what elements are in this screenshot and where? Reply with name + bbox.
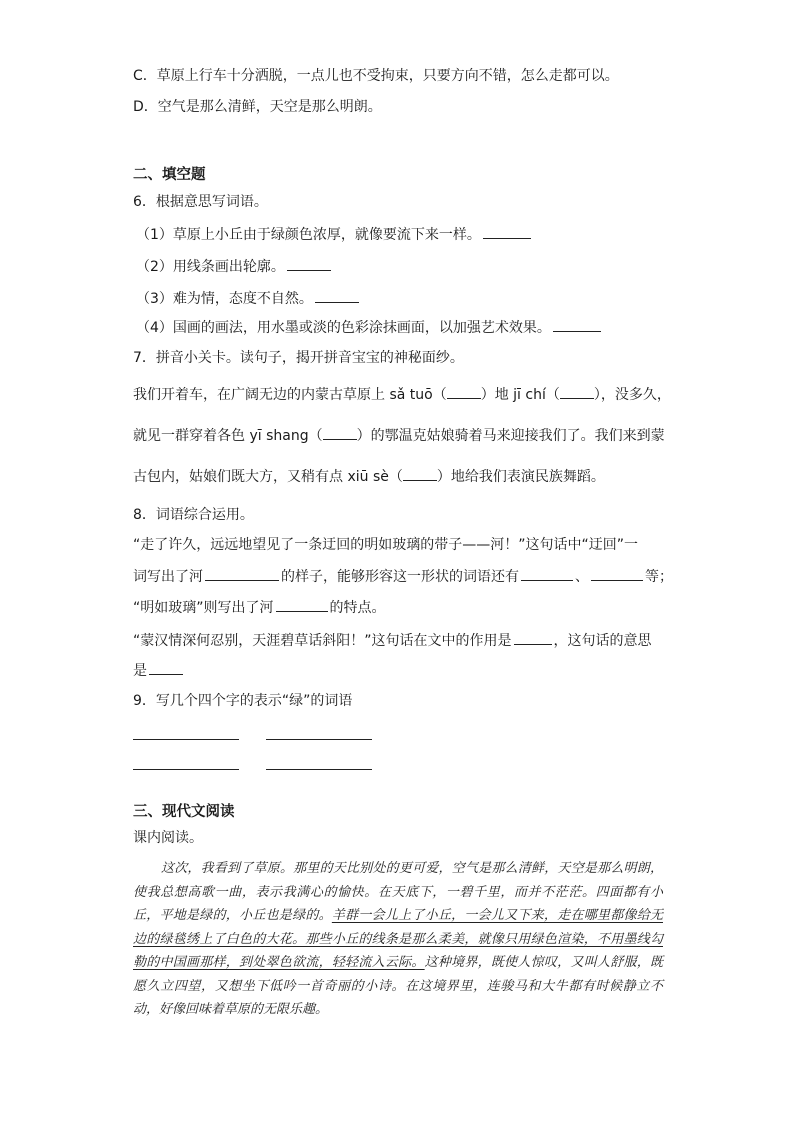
q6-item-1 <box>136 224 533 245</box>
q9-answer-line-1[interactable] <box>133 738 239 740</box>
passage-text: 这种境界，既使人惊叹，又叫人舒服，既愿久立四望，又想坐下低吟一首奇丽的小诗。在这境界里，连骏马和大牛都有时候静立不动，好像回味着草原的无限乐趣。 <box>133 955 663 1017</box>
paren-open: （ <box>308 428 323 444</box>
paren-close: ） <box>356 428 371 444</box>
paren-close: ） <box>593 387 601 403</box>
reading-passage <box>133 857 663 1022</box>
q8-blank-word-2[interactable] <box>591 566 643 581</box>
section-3-heading: 三、现代文阅读 <box>133 804 235 820</box>
q7-line-3 <box>133 467 605 487</box>
q6-title: 6．根据意思写词语。 <box>133 194 268 210</box>
q7-text: ，没多久， <box>600 387 671 403</box>
q8-text: 词写出了河 <box>133 569 203 585</box>
paren-open: （ <box>432 387 447 403</box>
q6-item-3-text: （3）难为情，态度不自然。 <box>136 291 313 307</box>
paren-close: ） <box>480 387 495 403</box>
q6-item-4-blank[interactable] <box>553 317 601 332</box>
q8-text: ，这句话的意思 <box>553 633 652 649</box>
q6-item-4-text: （4）国画的画法，用水墨或淡的色彩涂抹画面，以加强艺术效果。 <box>136 320 551 336</box>
q7-title: 7．拼音小关卡。读句子，揭开拼音宝宝的神秘面纱。 <box>133 350 464 366</box>
q8-text: 是 <box>133 663 147 679</box>
pinyin-blank-xiuse[interactable] <box>389 469 451 485</box>
q8-blank-function[interactable] <box>514 630 552 645</box>
q7-text: 我们开着车，在广阔无边的内蒙古草原上 sǎ tuō <box>133 387 433 403</box>
answer-blank[interactable] <box>447 385 481 399</box>
section-2-heading: 二、填空题 <box>133 167 206 183</box>
q6-item-3 <box>136 288 361 309</box>
q7-line-2 <box>133 426 665 446</box>
answer-blank[interactable] <box>560 385 594 399</box>
option-d: D．空气是那么清鲜，天空是那么明朗。 <box>133 99 382 115</box>
q8-text: “明如玻璃”则写出了河 <box>133 600 274 616</box>
pinyin-blank-yishang[interactable] <box>309 428 371 444</box>
paren-open: （ <box>388 469 403 485</box>
q8-text: 等； <box>645 569 673 585</box>
pinyin-blank-jichi[interactable] <box>546 387 601 403</box>
q8-text: “蒙汉情深何忍别，天涯碧草话斜阳！”这句话在文中的作用是 <box>133 633 512 649</box>
q8-text: 、 <box>575 569 589 585</box>
passage-paragraph <box>133 857 663 1022</box>
q8-blank-meaning[interactable] <box>149 660 183 675</box>
q7-text: 就见一群穿着各色 yī shang <box>133 428 309 444</box>
q6-item-4 <box>136 317 603 338</box>
q9-answer-line-4[interactable] <box>266 768 372 770</box>
q9-answer-line-3[interactable] <box>133 768 239 770</box>
q7-text: 的鄂温克姑娘骑着马来迎接我们了。我们来到蒙 <box>370 428 665 444</box>
q8-blank-shape[interactable] <box>205 566 279 581</box>
q8-line-1: “走了许久，远远地望见了一条迂回的明如玻璃的带子——河！”这句话中“迂回”一 <box>133 537 639 553</box>
q7-text: 地给我们表演民族舞蹈。 <box>450 469 605 485</box>
answer-blank[interactable] <box>323 426 357 440</box>
q6-item-2-text: （2）用线条画出轮廓。 <box>136 259 285 275</box>
q6-item-2-blank[interactable] <box>287 256 331 271</box>
answer-blank[interactable] <box>403 467 437 481</box>
q6-item-3-blank[interactable] <box>315 288 359 303</box>
pinyin-blank-satuo[interactable] <box>433 387 495 403</box>
option-c: C．草原上行车十分洒脱，一点儿也不受拘束，只要方向不错，怎么走都可以。 <box>133 68 619 84</box>
q6-item-1-text: （1）草原上小丘由于绿颜色浓厚，就像要流下来一样。 <box>136 227 481 243</box>
q9-answer-line-2[interactable] <box>266 738 372 740</box>
q8-blank-feature[interactable] <box>276 597 328 612</box>
reading-instruction: 课内阅读。 <box>133 830 203 846</box>
passage-underlined-text: 羊群一会儿上了小丘，一会儿又下来，走在哪里都像给无边的绿毯绣上了白色的大花。那些小丘的线条是那么柔美，就像只用绿色渲染，不用墨线勾勒的中国画那样，到处翠色欲流，轻轻流入云际。 <box>133 908 663 970</box>
passage-text: 这次，我看到了草原。那里的天比别处的更可爱，空气是那么清鲜，天空是那么明朗，使我总想高歌一曲，表示我满心的愉快。在天底下，一碧千里，而并不茫茫。四面都有小丘，平地是绿的，小丘也是绿的。 <box>133 861 663 923</box>
q8-line-5 <box>133 660 185 681</box>
q9-title: 9．写几个四个字的表示“绿”的词语 <box>133 693 353 709</box>
q8-line-4 <box>133 630 652 651</box>
q7-text: 古包内，姑娘们既大方，又稍有点 xiū sè <box>133 469 389 485</box>
q7-text: 地 jī chí <box>494 387 546 403</box>
q8-text: 的特点。 <box>329 600 386 616</box>
q8-line-3 <box>133 597 386 618</box>
q8-line-2 <box>133 566 673 587</box>
paren-open: （ <box>545 387 560 403</box>
q8-title: 8．词语综合运用。 <box>133 507 254 523</box>
q7-line-1 <box>133 385 671 405</box>
paren-close: ） <box>436 469 451 485</box>
q8-text: 的样子，能够形容这一形状的词语还有 <box>281 569 519 585</box>
q6-item-1-blank[interactable] <box>483 224 531 239</box>
q6-item-2 <box>136 256 333 277</box>
q8-blank-word-1[interactable] <box>521 566 573 581</box>
